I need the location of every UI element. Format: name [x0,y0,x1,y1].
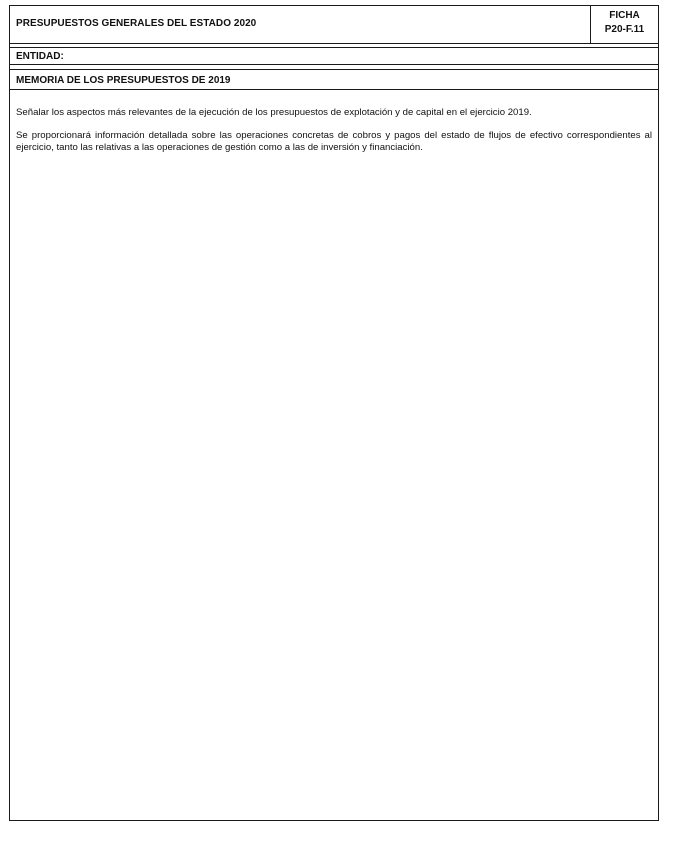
form-title: PRESUPUESTOS GENERALES DEL ESTADO 2020 [16,18,257,29]
entidad-row [10,47,658,65]
paragraph-2: Se proporcionará información detallada sobre las operaciones concretas de cobros y pagos del estado de flujos de efectivo correspondientes al ejercicio, tanto las relativas a las operaciones de gestión como a las de inversión y financiación. [16,130,652,153]
entidad-label: ENTIDAD: [16,51,64,62]
form-header [10,6,658,44]
paragraph-1: Señalar los aspectos más relevantes de la ejecución de los presupuestos de explotación y de capital en el ejercicio 2019. [16,107,532,118]
budget-form [9,5,659,821]
ficha-box [590,6,658,43]
memoria-row [10,69,658,90]
memoria-body [16,107,652,165]
ficha-label: FICHA [609,10,640,21]
ficha-code: P20-F.11 [604,24,645,35]
memoria-title: MEMORIA DE LOS PRESUPUESTOS DE 2019 [16,75,231,86]
